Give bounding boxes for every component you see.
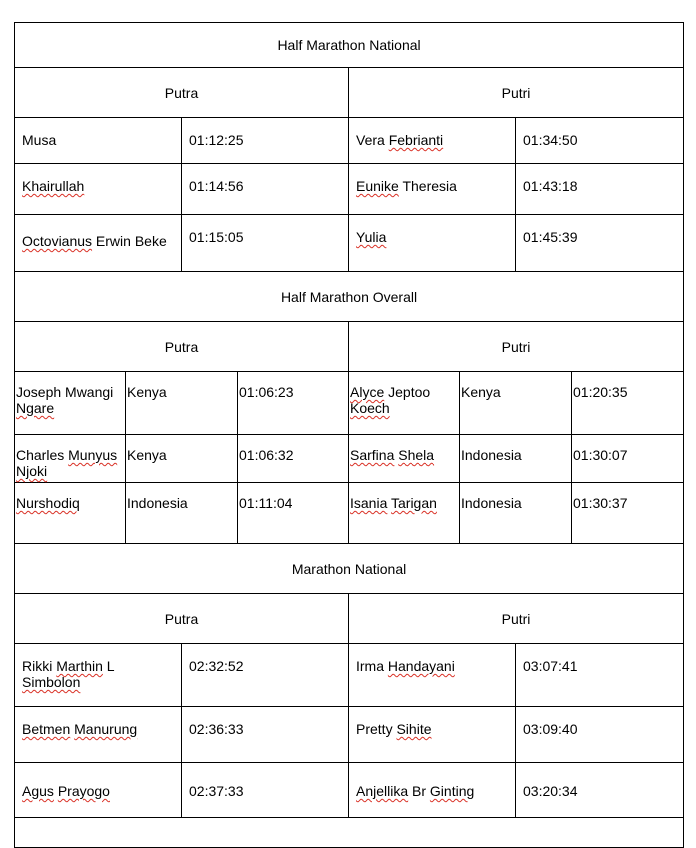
- putri-label: Putri: [349, 68, 684, 118]
- putra-athlete-country: Kenya: [126, 435, 238, 483]
- putri-label: Putri: [349, 594, 684, 644]
- putra-athlete-time: 01:15:05: [182, 215, 349, 272]
- putra-athlete-country: Indonesia: [126, 483, 238, 544]
- putra-athlete-time: 02:37:33: [182, 763, 349, 818]
- spellcheck-word: Koech: [350, 400, 390, 416]
- spellcheck-word: Eunike: [356, 178, 399, 194]
- putri-athlete-time: 03:07:41: [516, 644, 684, 707]
- putri-athlete-time: 03:20:34: [516, 763, 684, 818]
- spellcheck-word: Yulia: [356, 229, 387, 245]
- putri-athlete-time: 01:30:37: [572, 483, 684, 544]
- table-row: [15, 435, 684, 483]
- putra-athlete-name: [15, 483, 126, 544]
- putra-athlete-time: 02:32:52: [182, 644, 349, 707]
- putra-athlete-name: [15, 435, 126, 483]
- putri-athlete-name: [349, 435, 460, 483]
- putri-athlete-name: [349, 707, 516, 763]
- table-row: [15, 644, 684, 707]
- table-row: [15, 372, 684, 435]
- spellcheck-word: Tarigan: [391, 495, 437, 511]
- putri-athlete-time: 01:20:35: [572, 372, 684, 435]
- putri-athlete-name: [349, 644, 516, 707]
- putri-athlete-time: 03:09:40: [516, 707, 684, 763]
- section-title: Marathon National: [15, 544, 684, 594]
- table-row: [15, 763, 684, 818]
- results-document: [14, 22, 683, 848]
- spellcheck-word: Isania: [350, 495, 388, 511]
- spellcheck-word: Sarfina: [350, 447, 395, 463]
- putra-athlete-name: [15, 707, 182, 763]
- name-text: Joseph Mwangi: [16, 384, 114, 400]
- spellcheck-word: Simbolon: [22, 674, 81, 690]
- putri-athlete-time: 01:30:07: [572, 435, 684, 483]
- putri-label: Putri: [349, 322, 684, 372]
- name-text: Br: [408, 783, 430, 799]
- putra-athlete-time: 02:36:33: [182, 707, 349, 763]
- results-table: [14, 22, 684, 848]
- spellcheck-word: Njoki: [16, 463, 48, 479]
- putri-athlete-time: 01:34:50: [516, 118, 684, 164]
- putra-athlete-name: [15, 164, 182, 215]
- table-row: [15, 118, 684, 164]
- table-row: [15, 707, 684, 763]
- putra-label: Putra: [15, 68, 349, 118]
- spellcheck-word: Sihite: [396, 721, 432, 737]
- putra-label: Putra: [15, 594, 349, 644]
- spellcheck-word: Nurshodiq: [16, 495, 80, 511]
- name-text: Irma: [356, 658, 388, 674]
- name-text: Theresia: [398, 178, 457, 194]
- spellcheck-word: Khairullah: [22, 178, 85, 194]
- putri-athlete-name: [349, 372, 460, 435]
- putra-athlete-time: 01:11:04: [238, 483, 349, 544]
- name-text: Rikki: [22, 658, 57, 674]
- spellcheck-word: Betmen: [22, 721, 71, 737]
- spellcheck-word: Anjellika: [356, 783, 409, 799]
- section-title: Half Marathon Overall: [15, 272, 684, 322]
- table-row: [15, 215, 684, 272]
- putra-athlete-name: [15, 372, 126, 435]
- putra-athlete-time: 01:14:56: [182, 164, 349, 215]
- putra-athlete-name: [15, 118, 182, 164]
- spellcheck-word: Febrianti: [388, 132, 444, 148]
- putri-athlete-time: 01:43:18: [516, 164, 684, 215]
- putra-label: Putra: [15, 322, 349, 372]
- putra-athlete-country: Kenya: [126, 372, 238, 435]
- putri-athlete-name: [349, 763, 516, 818]
- name-text: Erwin Beke: [92, 233, 167, 249]
- putra-athlete-name: [15, 215, 182, 272]
- spellcheck-word: Munyus: [68, 447, 118, 463]
- putra-athlete-time: 01:06:32: [238, 435, 349, 483]
- name-text: Pretty: [356, 721, 397, 737]
- name-text: Musa: [22, 132, 57, 148]
- putra-athlete-name: [15, 644, 182, 707]
- putri-athlete-time: 01:45:39: [516, 215, 684, 272]
- putra-athlete-name: [15, 763, 182, 818]
- name-text: Charles: [16, 447, 69, 463]
- name-text: Vera: [356, 132, 389, 148]
- table-row: [15, 483, 684, 544]
- putri-athlete-name: [349, 118, 516, 164]
- putra-athlete-time: 01:06:23: [238, 372, 349, 435]
- spellcheck-word: Handayani: [387, 658, 455, 674]
- spellcheck-word: Ginting: [429, 783, 475, 799]
- section-title: Half Marathon National: [15, 23, 684, 68]
- spellcheck-word: Alyce: [350, 384, 385, 400]
- putri-athlete-country: Indonesia: [460, 483, 572, 544]
- putri-athlete-country: Kenya: [460, 372, 572, 435]
- spellcheck-word: Manurung: [74, 721, 138, 737]
- spellcheck-word: Shela: [398, 447, 435, 463]
- next-section-cell: [15, 818, 684, 848]
- name-text: Jeptoo: [384, 384, 431, 400]
- spellcheck-word: Octovianus: [22, 233, 93, 249]
- putri-athlete-name: [349, 215, 516, 272]
- putri-athlete-name: [349, 164, 516, 215]
- spellcheck-word: Ngare: [16, 400, 55, 416]
- spellcheck-word: Marthin: [56, 658, 103, 674]
- spellcheck-word: Prayogo: [57, 783, 110, 799]
- putra-athlete-time: 01:12:25: [182, 118, 349, 164]
- putri-athlete-country: Indonesia: [460, 435, 572, 483]
- putri-athlete-name: [349, 483, 460, 544]
- spellcheck-word: Agus: [22, 783, 54, 799]
- name-text: L: [102, 658, 115, 674]
- table-row: [15, 164, 684, 215]
